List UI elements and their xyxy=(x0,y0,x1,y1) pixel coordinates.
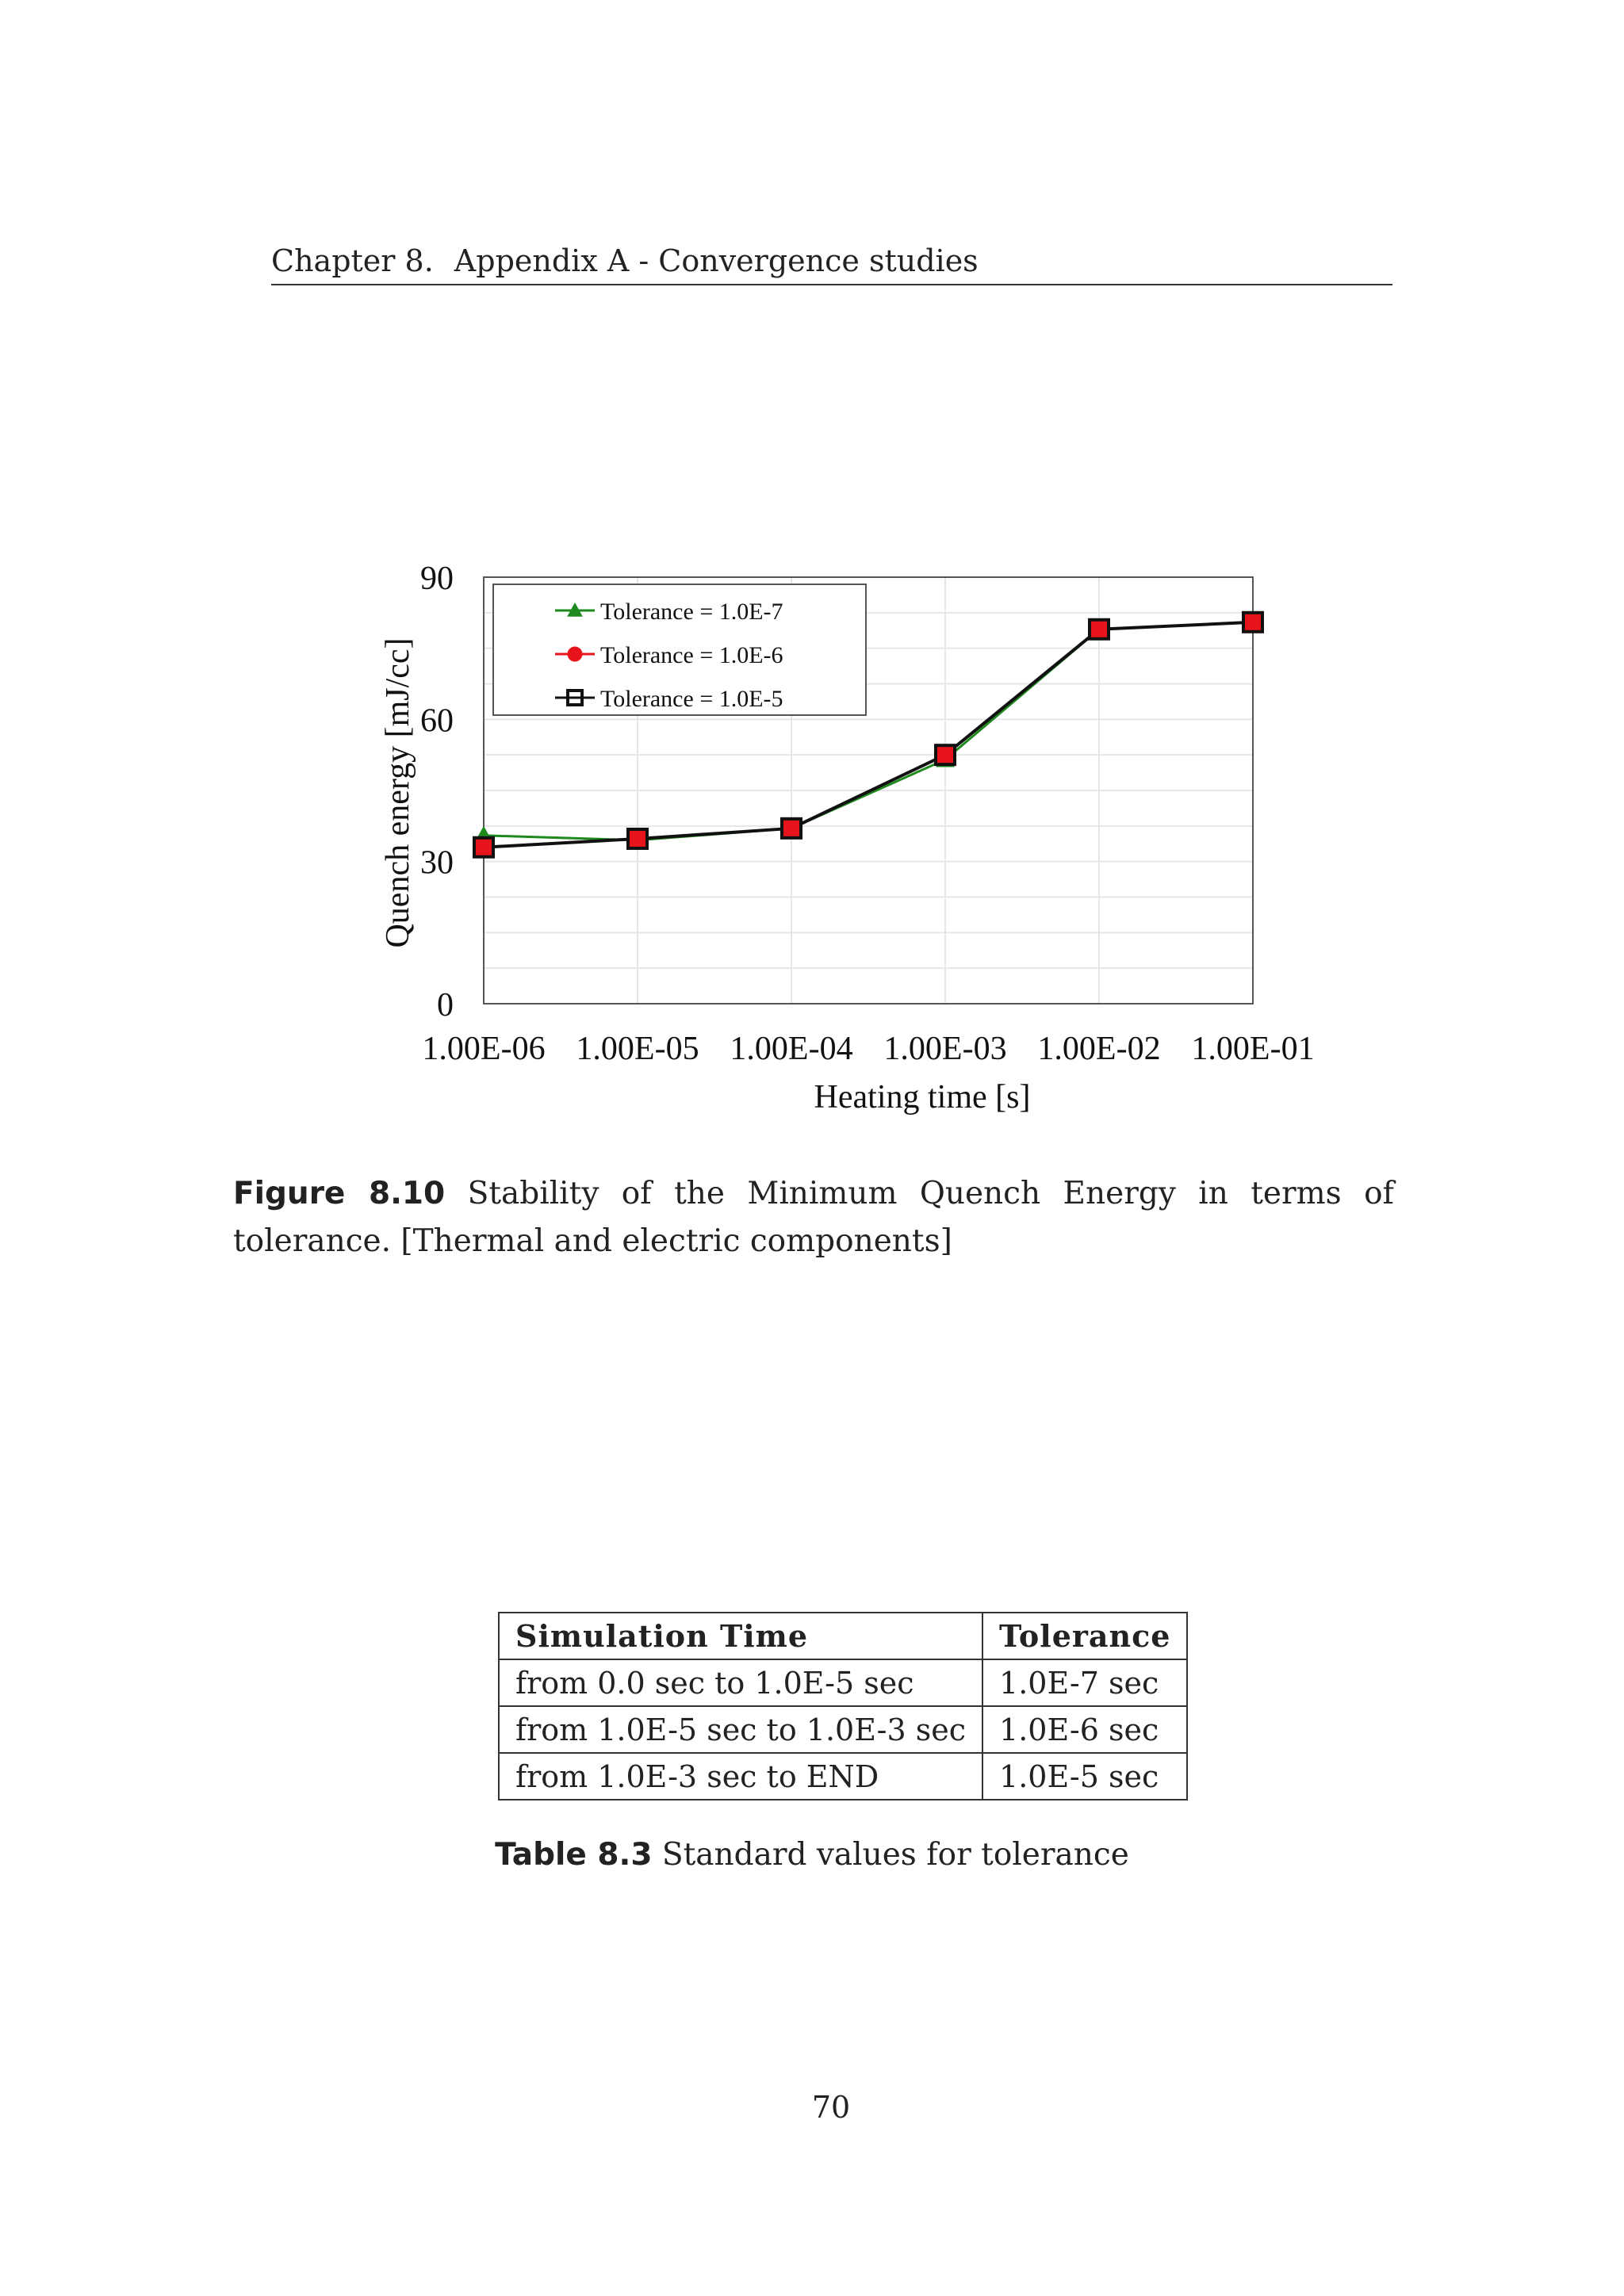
table-row xyxy=(499,1753,1187,1800)
chart-legend xyxy=(493,584,866,715)
x-tick-label: 1.00E-04 xyxy=(730,1031,853,1067)
table-header-cell: Tolerance xyxy=(982,1613,1187,1659)
y-tick-label: 30 xyxy=(420,844,454,882)
y-tick-label: 90 xyxy=(420,561,454,597)
data-point-fill xyxy=(1243,613,1262,632)
x-tick-label: 1.00E-05 xyxy=(576,1031,699,1067)
data-point-fill xyxy=(1090,620,1109,639)
figure-caption-text: Stability of the Minimum Quench Energy in terms of tolerance. [Thermal and electric components] xyxy=(233,1176,1394,1259)
table-cell: from 1.0E-5 sec to 1.0E-3 sec xyxy=(499,1706,982,1753)
table-label: Table 8.3 xyxy=(495,1837,653,1873)
x-tick-label: 1.00E-06 xyxy=(422,1031,546,1067)
chapter-number: Chapter 8. xyxy=(271,243,434,278)
table-caption xyxy=(0,1833,1624,1877)
y-tick-labels xyxy=(420,561,454,1024)
tolerance-table xyxy=(498,1612,1188,1800)
figure-caption xyxy=(233,1170,1394,1265)
x-axis-label: Heating time [s] xyxy=(814,1079,1031,1115)
table-cell: 1.0E-6 sec xyxy=(982,1706,1187,1753)
legend-label: Tolerance = 1.0E-5 xyxy=(600,686,783,712)
chapter-title: Appendix A - Convergence studies xyxy=(454,243,979,278)
y-tick-label: 0 xyxy=(437,987,454,1024)
x-tick-label: 1.00E-02 xyxy=(1037,1031,1161,1067)
table-cell: from 1.0E-3 sec to END xyxy=(499,1753,982,1800)
y-tick-label: 60 xyxy=(420,702,454,740)
legend-marker xyxy=(568,647,582,661)
table-header-cell: Simulation Time xyxy=(499,1613,982,1659)
y-axis-label: Quench energy [mJ/cc] xyxy=(380,637,416,948)
data-point-fill xyxy=(936,745,955,764)
legend-label: Tolerance = 1.0E-7 xyxy=(600,599,783,625)
x-tick-label: 1.00E-03 xyxy=(883,1031,1007,1067)
table-header-row xyxy=(499,1613,1187,1659)
table-cell: from 0.0 sec to 1.0E-5 sec xyxy=(499,1659,982,1706)
table-row xyxy=(499,1706,1187,1753)
data-point-fill xyxy=(782,819,801,838)
figure-label: Figure 8.10 xyxy=(233,1176,446,1211)
table-caption-text: Standard values for tolerance xyxy=(661,1837,1129,1873)
page-number: 70 xyxy=(811,2090,851,2125)
table-cell: 1.0E-7 sec xyxy=(982,1659,1187,1706)
table-cell: 1.0E-5 sec xyxy=(982,1753,1187,1800)
data-point-fill xyxy=(474,838,493,857)
x-tick-label: 1.00E-01 xyxy=(1191,1031,1315,1067)
legend-label: Tolerance = 1.0E-6 xyxy=(600,642,783,668)
data-point-fill xyxy=(628,829,647,848)
x-tick-labels xyxy=(422,1031,1314,1067)
table-row xyxy=(499,1659,1187,1706)
